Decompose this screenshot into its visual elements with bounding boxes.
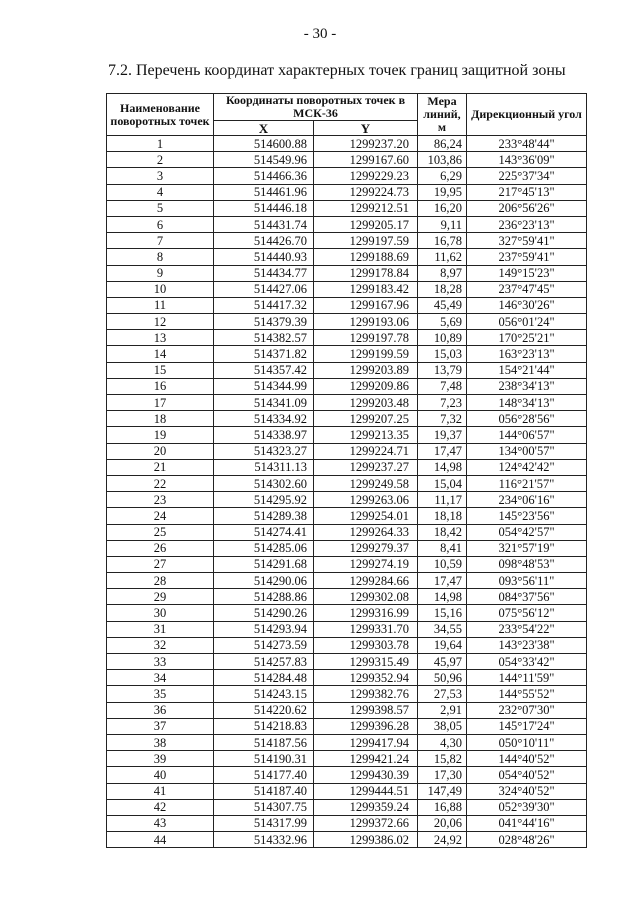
x-coordinate-cell: 514257.83 bbox=[214, 654, 314, 670]
point-number-cell: 44 bbox=[107, 832, 214, 848]
line-measure-cell: 15,04 bbox=[418, 475, 467, 491]
direction-angle-cell: 144°06'57" bbox=[467, 427, 587, 443]
table-row bbox=[107, 233, 587, 249]
y-coordinate-cell: 1299279.37 bbox=[314, 540, 418, 556]
line-measure-cell: 103,86 bbox=[418, 152, 467, 168]
x-coordinate-cell: 514290.26 bbox=[214, 605, 314, 621]
direction-angle-cell: 236°23'13" bbox=[467, 216, 587, 232]
y-coordinate-cell: 1299417.94 bbox=[314, 734, 418, 750]
line-measure-cell: 13,79 bbox=[418, 362, 467, 378]
y-coordinate-cell: 1299199.59 bbox=[314, 346, 418, 362]
x-coordinate-cell: 514284.48 bbox=[214, 670, 314, 686]
direction-angle-cell: 232°07'30" bbox=[467, 702, 587, 718]
direction-angle-cell: 144°55'52" bbox=[467, 686, 587, 702]
header-direction-angle: Дирекционный угол bbox=[467, 94, 587, 136]
table-row bbox=[107, 767, 587, 783]
direction-angle-cell: 163°23'13" bbox=[467, 346, 587, 362]
x-coordinate-cell: 514382.57 bbox=[214, 330, 314, 346]
line-measure-cell: 7,32 bbox=[418, 411, 467, 427]
y-coordinate-cell: 1299193.06 bbox=[314, 314, 418, 330]
x-coordinate-cell: 514317.99 bbox=[214, 815, 314, 831]
direction-angle-cell: 084°37'56" bbox=[467, 589, 587, 605]
table-row bbox=[107, 718, 587, 734]
point-number-cell: 4 bbox=[107, 184, 214, 200]
table-row bbox=[107, 605, 587, 621]
x-coordinate-cell: 514293.94 bbox=[214, 621, 314, 637]
y-coordinate-cell: 1299302.08 bbox=[314, 589, 418, 605]
table-row bbox=[107, 362, 587, 378]
x-coordinate-cell: 514291.68 bbox=[214, 556, 314, 572]
line-measure-cell: 38,05 bbox=[418, 718, 467, 734]
y-coordinate-cell: 1299203.89 bbox=[314, 362, 418, 378]
line-measure-cell: 24,92 bbox=[418, 832, 467, 848]
x-coordinate-cell: 514417.32 bbox=[214, 297, 314, 313]
line-measure-cell: 7,48 bbox=[418, 378, 467, 394]
point-number-cell: 31 bbox=[107, 621, 214, 637]
x-coordinate-cell: 514371.82 bbox=[214, 346, 314, 362]
y-coordinate-cell: 1299398.57 bbox=[314, 702, 418, 718]
table-row bbox=[107, 589, 587, 605]
point-number-cell: 12 bbox=[107, 314, 214, 330]
point-number-cell: 6 bbox=[107, 216, 214, 232]
direction-angle-cell: 116°21'57" bbox=[467, 475, 587, 491]
point-number-cell: 32 bbox=[107, 637, 214, 653]
line-measure-cell: 11,17 bbox=[418, 492, 467, 508]
table-row bbox=[107, 799, 587, 815]
direction-angle-cell: 145°17'24" bbox=[467, 718, 587, 734]
direction-angle-cell: 093°56'11" bbox=[467, 573, 587, 589]
direction-angle-cell: 056°28'56" bbox=[467, 411, 587, 427]
page-number: - 30 - bbox=[303, 26, 337, 42]
line-measure-cell: 4,30 bbox=[418, 734, 467, 750]
y-coordinate-cell: 1299386.02 bbox=[314, 832, 418, 848]
header-line-measure: Мера линий, м bbox=[418, 94, 467, 136]
x-coordinate-cell: 514177.40 bbox=[214, 767, 314, 783]
table-row bbox=[107, 815, 587, 831]
table-row bbox=[107, 556, 587, 572]
y-coordinate-cell: 1299178.84 bbox=[314, 265, 418, 281]
direction-angle-cell: 324°40'52" bbox=[467, 783, 587, 799]
table-row bbox=[107, 314, 587, 330]
direction-angle-cell: 144°40'52" bbox=[467, 751, 587, 767]
line-measure-cell: 27,53 bbox=[418, 686, 467, 702]
y-coordinate-cell: 1299197.59 bbox=[314, 233, 418, 249]
line-measure-cell: 19,64 bbox=[418, 637, 467, 653]
point-number-cell: 39 bbox=[107, 751, 214, 767]
line-measure-cell: 6,29 bbox=[418, 168, 467, 184]
table-row bbox=[107, 330, 587, 346]
point-number-cell: 17 bbox=[107, 395, 214, 411]
table-row bbox=[107, 378, 587, 394]
x-coordinate-cell: 514220.62 bbox=[214, 702, 314, 718]
x-coordinate-cell: 514344.99 bbox=[214, 378, 314, 394]
point-number-cell: 34 bbox=[107, 670, 214, 686]
x-coordinate-cell: 514338.97 bbox=[214, 427, 314, 443]
x-coordinate-cell: 514323.27 bbox=[214, 443, 314, 459]
table-row bbox=[107, 152, 587, 168]
table-row bbox=[107, 573, 587, 589]
direction-angle-cell: 149°15'23" bbox=[467, 265, 587, 281]
line-measure-cell: 18,28 bbox=[418, 281, 467, 297]
line-measure-cell: 11,62 bbox=[418, 249, 467, 265]
direction-angle-cell: 075°56'12" bbox=[467, 605, 587, 621]
y-coordinate-cell: 1299331.70 bbox=[314, 621, 418, 637]
direction-angle-cell: 056°01'24" bbox=[467, 314, 587, 330]
line-measure-cell: 50,96 bbox=[418, 670, 467, 686]
direction-angle-cell: 054°40'52" bbox=[467, 767, 587, 783]
point-number-cell: 8 bbox=[107, 249, 214, 265]
point-number-cell: 16 bbox=[107, 378, 214, 394]
point-number-cell: 43 bbox=[107, 815, 214, 831]
x-coordinate-cell: 514549.96 bbox=[214, 152, 314, 168]
y-coordinate-cell: 1299207.25 bbox=[314, 411, 418, 427]
y-coordinate-cell: 1299224.73 bbox=[314, 184, 418, 200]
direction-angle-cell: 237°47'45" bbox=[467, 281, 587, 297]
x-coordinate-cell: 514431.74 bbox=[214, 216, 314, 232]
y-coordinate-cell: 1299430.39 bbox=[314, 767, 418, 783]
x-coordinate-cell: 514446.18 bbox=[214, 200, 314, 216]
point-number-cell: 23 bbox=[107, 492, 214, 508]
direction-angle-cell: 098°48'53" bbox=[467, 556, 587, 572]
x-coordinate-cell: 514295.92 bbox=[214, 492, 314, 508]
point-number-cell: 33 bbox=[107, 654, 214, 670]
line-measure-cell: 10,89 bbox=[418, 330, 467, 346]
point-number-cell: 19 bbox=[107, 427, 214, 443]
x-coordinate-cell: 514187.56 bbox=[214, 734, 314, 750]
y-coordinate-cell: 1299254.01 bbox=[314, 508, 418, 524]
y-coordinate-cell: 1299359.24 bbox=[314, 799, 418, 815]
x-coordinate-cell: 514440.93 bbox=[214, 249, 314, 265]
header-x: X bbox=[214, 121, 314, 136]
direction-angle-cell: 238°34'13" bbox=[467, 378, 587, 394]
table-row bbox=[107, 346, 587, 362]
point-number-cell: 27 bbox=[107, 556, 214, 572]
point-number-cell: 24 bbox=[107, 508, 214, 524]
point-number-cell: 10 bbox=[107, 281, 214, 297]
direction-angle-cell: 321°57'19" bbox=[467, 540, 587, 556]
point-number-cell: 7 bbox=[107, 233, 214, 249]
direction-angle-cell: 052°39'30" bbox=[467, 799, 587, 815]
line-measure-cell: 16,78 bbox=[418, 233, 467, 249]
table-row bbox=[107, 184, 587, 200]
table-row bbox=[107, 459, 587, 475]
direction-angle-cell: 145°23'56" bbox=[467, 508, 587, 524]
x-coordinate-cell: 514285.06 bbox=[214, 540, 314, 556]
point-number-cell: 20 bbox=[107, 443, 214, 459]
direction-angle-cell: 143°23'38" bbox=[467, 637, 587, 653]
x-coordinate-cell: 514600.88 bbox=[214, 136, 314, 152]
direction-angle-cell: 054°42'57" bbox=[467, 524, 587, 540]
y-coordinate-cell: 1299352.94 bbox=[314, 670, 418, 686]
line-measure-cell: 18,42 bbox=[418, 524, 467, 540]
point-number-cell: 21 bbox=[107, 459, 214, 475]
y-coordinate-cell: 1299315.49 bbox=[314, 654, 418, 670]
direction-angle-cell: 225°37'34" bbox=[467, 168, 587, 184]
point-number-cell: 15 bbox=[107, 362, 214, 378]
x-coordinate-cell: 514379.39 bbox=[214, 314, 314, 330]
point-number-cell: 38 bbox=[107, 734, 214, 750]
y-coordinate-cell: 1299183.42 bbox=[314, 281, 418, 297]
x-coordinate-cell: 514289.38 bbox=[214, 508, 314, 524]
direction-angle-cell: 234°06'16" bbox=[467, 492, 587, 508]
table-row bbox=[107, 832, 587, 848]
point-number-cell: 22 bbox=[107, 475, 214, 491]
x-coordinate-cell: 514218.83 bbox=[214, 718, 314, 734]
table-row bbox=[107, 508, 587, 524]
y-coordinate-cell: 1299224.71 bbox=[314, 443, 418, 459]
table-row bbox=[107, 281, 587, 297]
table-row bbox=[107, 637, 587, 653]
table-row bbox=[107, 540, 587, 556]
line-measure-cell: 2,91 bbox=[418, 702, 467, 718]
section-heading: 7.2. Перечень координат характерных точек границ защитной зоны bbox=[108, 62, 566, 79]
point-number-cell: 28 bbox=[107, 573, 214, 589]
y-coordinate-cell: 1299212.51 bbox=[314, 200, 418, 216]
x-coordinate-cell: 514341.09 bbox=[214, 395, 314, 411]
line-measure-cell: 8,97 bbox=[418, 265, 467, 281]
direction-angle-cell: 143°36'09" bbox=[467, 152, 587, 168]
line-measure-cell: 9,11 bbox=[418, 216, 467, 232]
point-number-cell: 40 bbox=[107, 767, 214, 783]
line-measure-cell: 45,97 bbox=[418, 654, 467, 670]
y-coordinate-cell: 1299205.17 bbox=[314, 216, 418, 232]
direction-angle-cell: 154°21'44" bbox=[467, 362, 587, 378]
line-measure-cell: 147,49 bbox=[418, 783, 467, 799]
line-measure-cell: 15,82 bbox=[418, 751, 467, 767]
line-measure-cell: 14,98 bbox=[418, 459, 467, 475]
line-measure-cell: 17,47 bbox=[418, 443, 467, 459]
direction-angle-cell: 217°45'13" bbox=[467, 184, 587, 200]
y-coordinate-cell: 1299229.23 bbox=[314, 168, 418, 184]
x-coordinate-cell: 514466.36 bbox=[214, 168, 314, 184]
y-coordinate-cell: 1299316.99 bbox=[314, 605, 418, 621]
point-number-cell: 29 bbox=[107, 589, 214, 605]
table-row bbox=[107, 200, 587, 216]
table-row bbox=[107, 654, 587, 670]
x-coordinate-cell: 514190.31 bbox=[214, 751, 314, 767]
point-number-cell: 37 bbox=[107, 718, 214, 734]
header-y: Y bbox=[314, 121, 418, 136]
x-coordinate-cell: 514243.15 bbox=[214, 686, 314, 702]
direction-angle-cell: 327°59'41" bbox=[467, 233, 587, 249]
y-coordinate-cell: 1299213.35 bbox=[314, 427, 418, 443]
point-number-cell: 3 bbox=[107, 168, 214, 184]
line-measure-cell: 86,24 bbox=[418, 136, 467, 152]
direction-angle-cell: 050°10'11" bbox=[467, 734, 587, 750]
y-coordinate-cell: 1299274.19 bbox=[314, 556, 418, 572]
line-measure-cell: 17,30 bbox=[418, 767, 467, 783]
x-coordinate-cell: 514307.75 bbox=[214, 799, 314, 815]
direction-angle-cell: 144°11'59" bbox=[467, 670, 587, 686]
direction-angle-cell: 170°25'21" bbox=[467, 330, 587, 346]
y-coordinate-cell: 1299237.27 bbox=[314, 459, 418, 475]
table-row bbox=[107, 411, 587, 427]
point-number-cell: 30 bbox=[107, 605, 214, 621]
y-coordinate-cell: 1299263.06 bbox=[314, 492, 418, 508]
header-coordinates: Координаты поворотных точек в МСК-36 bbox=[214, 94, 418, 121]
direction-angle-cell: 134°00'57" bbox=[467, 443, 587, 459]
point-number-cell: 14 bbox=[107, 346, 214, 362]
table-row bbox=[107, 168, 587, 184]
table-row bbox=[107, 783, 587, 799]
table-row bbox=[107, 524, 587, 540]
x-coordinate-cell: 514461.96 bbox=[214, 184, 314, 200]
x-coordinate-cell: 514302.60 bbox=[214, 475, 314, 491]
line-measure-cell: 19,37 bbox=[418, 427, 467, 443]
line-measure-cell: 45,49 bbox=[418, 297, 467, 313]
table-row bbox=[107, 670, 587, 686]
x-coordinate-cell: 514434.77 bbox=[214, 265, 314, 281]
direction-angle-cell: 237°59'41" bbox=[467, 249, 587, 265]
x-coordinate-cell: 514334.92 bbox=[214, 411, 314, 427]
table-row bbox=[107, 475, 587, 491]
point-number-cell: 42 bbox=[107, 799, 214, 815]
table-row bbox=[107, 427, 587, 443]
x-coordinate-cell: 514332.96 bbox=[214, 832, 314, 848]
point-number-cell: 9 bbox=[107, 265, 214, 281]
x-coordinate-cell: 514426.70 bbox=[214, 233, 314, 249]
direction-angle-cell: 233°48'44" bbox=[467, 136, 587, 152]
table-row bbox=[107, 297, 587, 313]
direction-angle-cell: 148°34'13" bbox=[467, 395, 587, 411]
table-row bbox=[107, 686, 587, 702]
table-row bbox=[107, 492, 587, 508]
line-measure-cell: 7,23 bbox=[418, 395, 467, 411]
line-measure-cell: 5,69 bbox=[418, 314, 467, 330]
line-measure-cell: 18,18 bbox=[418, 508, 467, 524]
y-coordinate-cell: 1299237.20 bbox=[314, 136, 418, 152]
table-row bbox=[107, 702, 587, 718]
table-body bbox=[107, 136, 587, 848]
y-coordinate-cell: 1299249.58 bbox=[314, 475, 418, 491]
point-number-cell: 11 bbox=[107, 297, 214, 313]
y-coordinate-cell: 1299421.24 bbox=[314, 751, 418, 767]
line-measure-cell: 20,06 bbox=[418, 815, 467, 831]
point-number-cell: 2 bbox=[107, 152, 214, 168]
x-coordinate-cell: 514311.13 bbox=[214, 459, 314, 475]
x-coordinate-cell: 514357.42 bbox=[214, 362, 314, 378]
x-coordinate-cell: 514274.41 bbox=[214, 524, 314, 540]
line-measure-cell: 19,95 bbox=[418, 184, 467, 200]
table-row bbox=[107, 734, 587, 750]
line-measure-cell: 34,55 bbox=[418, 621, 467, 637]
y-coordinate-cell: 1299382.76 bbox=[314, 686, 418, 702]
line-measure-cell: 17,47 bbox=[418, 573, 467, 589]
y-coordinate-cell: 1299284.66 bbox=[314, 573, 418, 589]
line-measure-cell: 15,16 bbox=[418, 605, 467, 621]
y-coordinate-cell: 1299209.86 bbox=[314, 378, 418, 394]
y-coordinate-cell: 1299167.96 bbox=[314, 297, 418, 313]
table-row bbox=[107, 751, 587, 767]
table-row bbox=[107, 621, 587, 637]
y-coordinate-cell: 1299188.69 bbox=[314, 249, 418, 265]
direction-angle-cell: 028°48'26" bbox=[467, 832, 587, 848]
x-coordinate-cell: 514187.40 bbox=[214, 783, 314, 799]
direction-angle-cell: 233°54'22" bbox=[467, 621, 587, 637]
y-coordinate-cell: 1299197.78 bbox=[314, 330, 418, 346]
y-coordinate-cell: 1299372.66 bbox=[314, 815, 418, 831]
table-row bbox=[107, 136, 587, 152]
point-number-cell: 25 bbox=[107, 524, 214, 540]
point-number-cell: 35 bbox=[107, 686, 214, 702]
x-coordinate-cell: 514273.59 bbox=[214, 637, 314, 653]
line-measure-cell: 16,88 bbox=[418, 799, 467, 815]
header-point-name: Наименование поворотных точек bbox=[107, 94, 214, 136]
coordinates-table bbox=[106, 93, 587, 848]
y-coordinate-cell: 1299396.28 bbox=[314, 718, 418, 734]
point-number-cell: 36 bbox=[107, 702, 214, 718]
line-measure-cell: 8,41 bbox=[418, 540, 467, 556]
table-row bbox=[107, 265, 587, 281]
x-coordinate-cell: 514290.06 bbox=[214, 573, 314, 589]
point-number-cell: 18 bbox=[107, 411, 214, 427]
y-coordinate-cell: 1299203.48 bbox=[314, 395, 418, 411]
table-row bbox=[107, 395, 587, 411]
point-number-cell: 5 bbox=[107, 200, 214, 216]
x-coordinate-cell: 514427.06 bbox=[214, 281, 314, 297]
direction-angle-cell: 146°30'26" bbox=[467, 297, 587, 313]
line-measure-cell: 15,03 bbox=[418, 346, 467, 362]
y-coordinate-cell: 1299264.33 bbox=[314, 524, 418, 540]
direction-angle-cell: 124°42'42" bbox=[467, 459, 587, 475]
line-measure-cell: 14,98 bbox=[418, 589, 467, 605]
point-number-cell: 1 bbox=[107, 136, 214, 152]
x-coordinate-cell: 514288.86 bbox=[214, 589, 314, 605]
point-number-cell: 26 bbox=[107, 540, 214, 556]
y-coordinate-cell: 1299167.60 bbox=[314, 152, 418, 168]
point-number-cell: 41 bbox=[107, 783, 214, 799]
point-number-cell: 13 bbox=[107, 330, 214, 346]
direction-angle-cell: 041°44'16" bbox=[467, 815, 587, 831]
y-coordinate-cell: 1299303.78 bbox=[314, 637, 418, 653]
line-measure-cell: 10,59 bbox=[418, 556, 467, 572]
table-row bbox=[107, 249, 587, 265]
line-measure-cell: 16,20 bbox=[418, 200, 467, 216]
direction-angle-cell: 206°56'26" bbox=[467, 200, 587, 216]
table-row bbox=[107, 443, 587, 459]
y-coordinate-cell: 1299444.51 bbox=[314, 783, 418, 799]
table-row bbox=[107, 216, 587, 232]
direction-angle-cell: 054°33'42" bbox=[467, 654, 587, 670]
